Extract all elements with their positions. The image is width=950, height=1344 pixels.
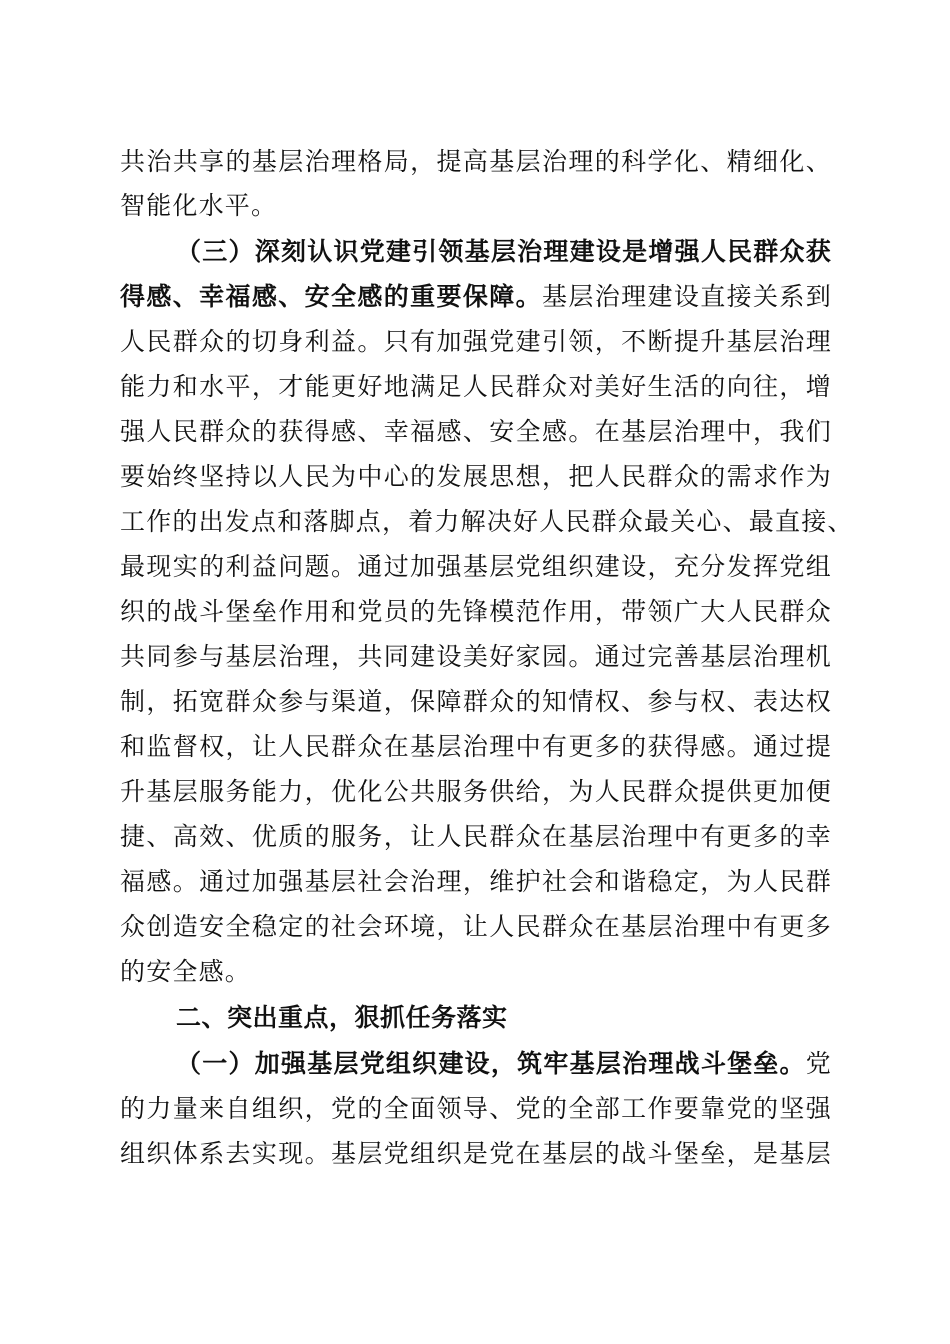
paragraph-text: 党	[805, 1049, 832, 1078]
paragraph-line: 共同参与基层治理，共同建设美好家园。通过完善基层治理机	[120, 642, 832, 671]
paragraph-line: 制，拓宽群众参与渠道，保障群众的知情权、参与权、表达权	[120, 687, 832, 716]
paragraph-line: 福感。通过加强基层社会治理，维护社会和谐稳定，为人民群	[120, 867, 832, 896]
paragraph-line: 众创造安全稳定的社会环境，让人民群众在基层治理中有更多	[120, 912, 832, 941]
paragraph-line: 工作的出发点和落脚点，着力解决好人民群众最关心、最直接、	[120, 507, 854, 536]
paragraph-line: 织的战斗堡垒作用和党员的先锋模范作用，带领广大人民群众	[120, 597, 832, 626]
paragraph-line	[120, 275, 832, 319]
paragraph-line: 的力量来自组织，党的全面领导、党的全部工作要靠党的坚强	[120, 1094, 832, 1123]
subheading-line	[176, 1042, 832, 1086]
subheading-text: （一）加强基层党组织建设，筑牢基层治理战斗堡垒。	[176, 1049, 806, 1078]
section-heading: 二、突出重点，狠抓任务落实	[176, 1003, 508, 1032]
paragraph-line: 人民群众的切身利益。只有加强党建引领，不断提升基层治理	[120, 327, 832, 356]
paragraph-line: 和监督权，让人民群众在基层治理中有更多的获得感。通过提	[120, 732, 832, 761]
paragraph-line: 升基层服务能力，优化公共服务供给，为人民群众提供更加便	[120, 777, 832, 806]
paragraph-line: 能力和水平，才能更好地满足人民群众对美好生活的向往，增	[120, 372, 832, 401]
paragraph-line: 智能化水平。	[120, 191, 278, 220]
paragraph-line: 组织体系去实现。基层党组织是党在基层的战斗堡垒，是基层	[120, 1139, 832, 1168]
subheading-line: （三）深刻认识党建引领基层治理建设是增强人民群众获	[176, 237, 832, 266]
paragraph-line: 要始终坚持以人民为中心的发展思想，把人民群众的需求作为	[120, 462, 832, 491]
paragraph-line: 捷、高效、优质的服务，让人民群众在基层治理中有更多的幸	[120, 822, 832, 851]
subheading-tail: 得感、幸福感、安全感的重要保障。	[120, 282, 543, 311]
paragraph-line: 的安全感。	[120, 957, 252, 986]
paragraph-line: 强人民群众的获得感、幸福感、安全感。在基层治理中，我们	[120, 417, 832, 446]
paragraph-text: 基层治理建设直接关系到	[542, 282, 832, 311]
paragraph-line: 共治共享的基层治理格局，提高基层治理的科学化、精细化、	[120, 147, 832, 176]
paragraph-line: 最现实的利益问题。通过加强基层党组织建设，充分发挥党组	[120, 552, 832, 581]
